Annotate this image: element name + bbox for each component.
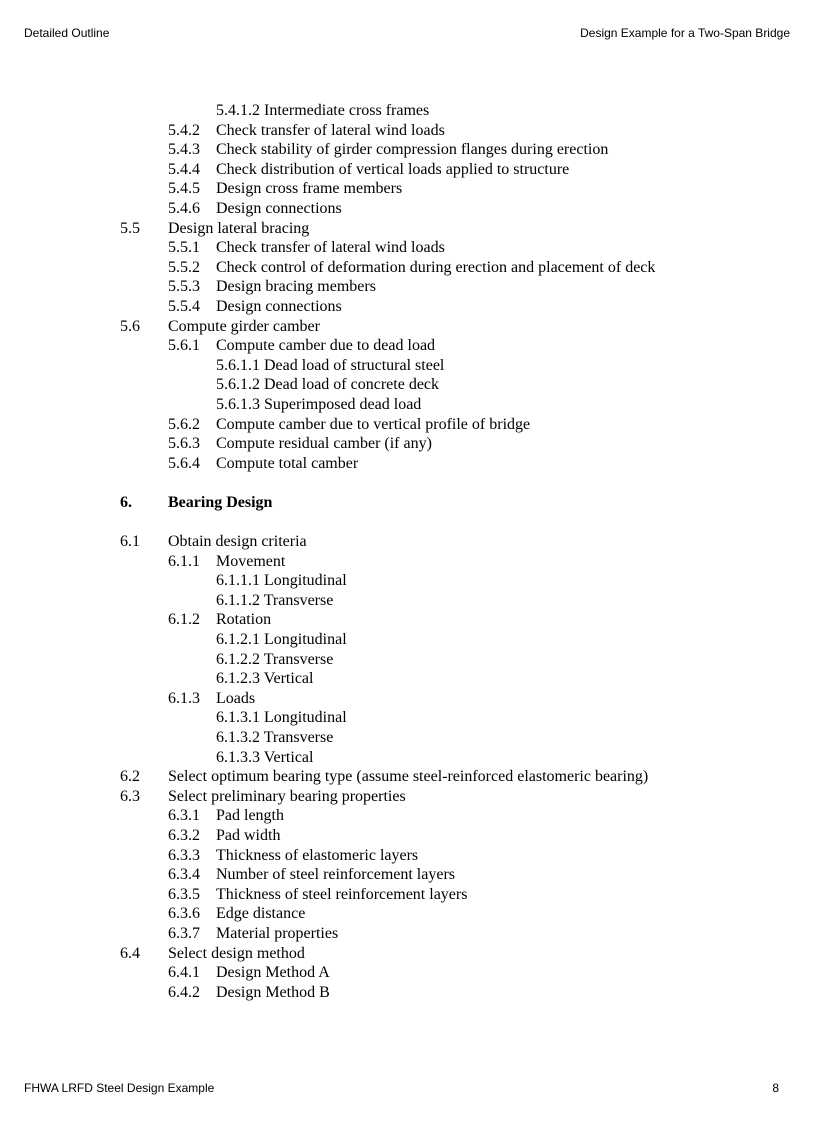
outline-item [0,826,816,846]
outline-item [0,512,816,551]
outline-item [0,924,816,944]
outline-list [0,101,816,1002]
outline-item-number: 6.1.1 [168,552,200,570]
outline-item-text: Movement [216,552,286,570]
outline-item-number: 5.4.4 [168,160,200,178]
outline-item [0,630,816,650]
outline-item-text: Compute camber due to vertical profile of bridge [216,415,531,433]
outline-item-text: Bearing Design [168,493,273,511]
outline-item-text: Select optimum bearing type (assume steel-reinforced elastomeric bearing) [168,768,649,786]
outline-item-text: Thickness of elastomeric layers [216,846,419,864]
outline-item-number: 6.3 [120,787,140,805]
outline-item [0,121,816,141]
outline-item-text: Compute girder camber [168,317,320,335]
outline-item-number: 6.1.2 [168,611,200,629]
outline-item [0,395,816,415]
outline-item [0,846,816,866]
outline-item [0,297,816,317]
page-footer-left: FHWA LRFD Steel Design Example [24,1081,215,1095]
outline-item [0,179,816,199]
outline-item-text: Design connections [216,199,342,217]
outline-item-text: Material properties [216,924,339,942]
outline-item-number: 6.4 [120,944,140,962]
outline-item-number: 5.6 [120,317,140,335]
outline-item [0,983,816,1003]
outline-item [0,473,816,512]
outline-item-number: 5.5.3 [168,278,200,296]
outline-item-text: 6.1.1.2 Transverse [216,591,334,609]
outline-item [0,277,816,297]
outline-item-text: 6.1.2.3 Vertical [216,670,314,688]
outline-item-number: 6.3.7 [168,924,200,942]
outline-item-number: 6.3.6 [168,905,200,923]
outline-item-text: 5.4.1.2 Intermediate cross frames [216,102,430,119]
outline-item [0,238,816,258]
outline-item-number: 5.4.6 [168,199,200,217]
outline-item-text: 6.1.1.1 Longitudinal [216,572,347,590]
outline-item-text: Design connections [216,297,342,315]
outline-item-number: 5.4.5 [168,180,200,198]
page-header-right: Design Example for a Two-Span Bridge [580,26,790,40]
outline-item-number: 5.6.2 [168,415,200,433]
outline-item-number: 6.3.1 [168,807,200,825]
outline-item [0,650,816,670]
outline-item [0,963,816,983]
outline-item [0,375,816,395]
outline-item-text: 6.1.2.1 Longitudinal [216,631,347,649]
page-header-left: Detailed Outline [24,26,110,40]
outline-item-text: Compute camber due to dead load [216,337,436,355]
outline-item [0,944,816,964]
outline-item [0,571,816,591]
outline-item [0,689,816,709]
outline-item-number: 5.6.1 [168,337,200,355]
outline-item-text: Loads [216,689,256,707]
outline-item-text: Check control of deformation during erection and placement of deck [216,258,656,276]
outline-item [0,728,816,748]
outline-item-text: Rotation [216,611,272,629]
outline-item-number: 6.4.1 [168,964,200,982]
outline-item-text: Number of steel reinforcement layers [216,866,456,884]
outline-item-text: Design lateral bracing [168,219,310,237]
outline-item-number: 6.3.2 [168,826,200,844]
outline-item [0,454,816,474]
outline-item-text: Check stability of girder compression flanges during erection [216,141,609,159]
outline-item [0,140,816,160]
outline-item [0,787,816,807]
outline-item-text: Compute total camber [216,454,359,472]
outline-item [0,356,816,376]
outline-item-number: 6.1.3 [168,689,200,707]
outline-item-number: 6.2 [120,768,140,786]
outline-item [0,415,816,435]
outline-item-text: Design Method A [216,964,330,982]
outline-item-number: 6.1 [120,533,140,551]
outline-item [0,552,816,572]
outline-item [0,199,816,219]
outline-item-number: 6.3.3 [168,846,200,864]
outline-item-text: Select preliminary bearing properties [168,787,406,805]
outline-item-text: Check transfer of lateral wind loads [216,121,445,139]
outline-item-text: Pad width [216,826,281,844]
outline-item-text: 6.1.3.2 Transverse [216,729,334,746]
outline-item [0,669,816,689]
outline-item-text: Design cross frame members [216,180,403,198]
page-number: 8 [772,1081,779,1095]
outline-item-number: 5.4.2 [168,121,200,139]
outline-item [0,767,816,787]
outline-item-text: 5.6.1.1 Dead load of structural steel [216,356,445,374]
outline-item-text: Select design method [168,944,305,962]
outline-item [0,336,816,356]
outline-item-number: 5.5.1 [168,239,200,257]
outline-item-text: Pad length [216,807,284,825]
outline-item-number: 6. [120,493,132,511]
outline-item-number: 5.6.4 [168,454,200,472]
outline-item-number: 5.4.3 [168,141,200,159]
outline-item-text: Check distribution of vertical loads applied to structure [216,160,570,178]
outline-item [0,101,816,121]
outline-item [0,160,816,180]
outline-item-text: 6.1.2.2 Transverse [216,650,334,668]
outline-item [0,748,816,768]
outline-item [0,434,816,454]
outline-item-text: Compute residual camber (if any) [216,435,432,453]
outline-item-text: Check transfer of lateral wind loads [216,239,445,257]
outline-item [0,610,816,630]
outline-item-number: 5.5 [120,219,140,237]
outline-item [0,865,816,885]
outline-item-text: Thickness of steel reinforcement layers [216,885,468,903]
outline-item-text: 5.6.1.3 Superimposed dead load [216,395,422,413]
outline-item [0,904,816,924]
outline-item-text: 6.1.3.3 Vertical [216,748,314,766]
outline-item-text: Obtain design criteria [168,533,307,551]
outline-item [0,885,816,905]
outline-item-text: Design bracing members [216,278,376,296]
outline-item-number: 5.6.3 [168,435,200,453]
outline-item [0,708,816,728]
outline-item-number: 6.4.2 [168,983,200,1001]
outline-item [0,591,816,611]
outline-item-number: 5.5.2 [168,258,200,276]
outline-item-number: 6.3.5 [168,885,200,903]
outline-item-number: 5.5.4 [168,297,200,315]
outline-item-text: Edge distance [216,905,306,923]
outline-item [0,219,816,239]
outline-item [0,806,816,826]
outline-item-number: 6.3.4 [168,866,200,884]
outline-item [0,258,816,278]
outline-item-text: Design Method B [216,983,330,1001]
outline-item-text: 6.1.3.1 Longitudinal [216,709,347,727]
outline-item [0,317,816,337]
outline-item-text: 5.6.1.2 Dead load of concrete deck [216,376,440,394]
